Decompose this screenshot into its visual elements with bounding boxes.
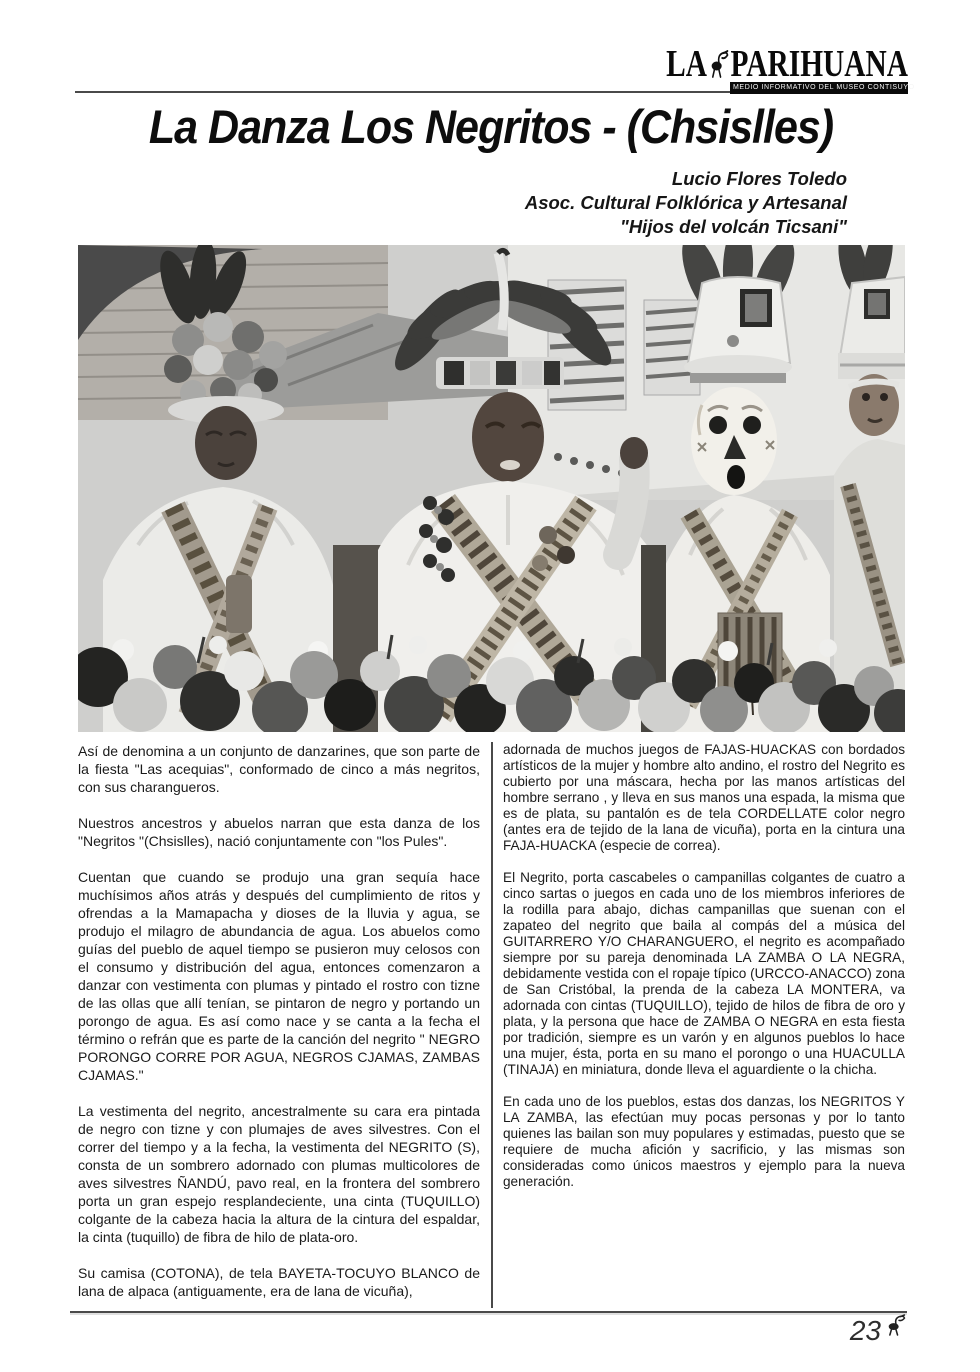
article-title: La Danza Los Negritos - (Chsislles) [148,101,834,154]
paragraph: El Negrito, porta cascabeles o campanillas colgantes de cuatro a cinco sartas o juegos en cada uno de los miembros inferiores de la rodilla para abajo, dichas campanillas que suenan con el zapateo del negrito que baila al compás del a música del GUITARRERO Y/O CHARANGUERO, el negrito es acompañado siempre por su pareja denominada LA ZAMBA O LA NEGRA, debidamente vestida con el ropaje típico (URCCO-ANACCO) zona de San Cristóbal, la prenda de la cabeza LA MONTERA, va adornada con cintas (TUQUILLO), tejido de hilos de fibra de oro y plata, y la persona que hace de ZAMBA O NEGRA en esta fiesta por tradición, siempre es un varón y en algunos pueblos lo hace una mujer, ésta, porta en su mano el porongo o una HUACULLA (TINAJA) en miniatura, donde lleva el aguardiente o la chicha. [503,870,905,1077]
masthead-word-la: LA [666,42,707,85]
footer-rule [70,1311,907,1313]
masthead-tagline: MEDIO INFORMATIVO DEL MUSEO CONTISUYO [730,82,908,94]
byline-group-name: "Hijos del volcán Ticsani" [620,216,847,237]
dancers-photo [78,245,905,732]
byline-association: Asoc. Cultural Folklórica y Artesanal [524,192,847,213]
right-column [503,742,905,1312]
parihuana-bird-icon [886,1313,906,1337]
paragraph: Nuestros ancestros y abuelos narran que esta danza de los "Negritos "(Chsislles), nació conjuntamente con "los Pules". [78,815,480,849]
parihuana-bird-icon [709,49,729,79]
column-divider [491,742,493,1308]
byline [525,167,847,239]
page-footer [850,1315,906,1347]
masthead-title [666,42,908,85]
paragraph: Así de denomina a un conjunto de danzarines, que son parte de la fiesta "Las acequias", conformado de cinco a más negritos, con sus charangueros. [78,743,480,795]
masthead [666,42,915,94]
byline-author: Lucio Flores Toledo [671,168,847,189]
masthead-word-parihuana: PARIHUANA [730,42,908,85]
paragraph: En cada uno de los pueblos, estas dos danzas, los NEGRITOS Y LA ZAMBA, las efectúan muy pocas personas y por lo tanto quienes las bailan son muy populares y estimadas, puesto que se requiere de mucha afición y sacrificio, y las mismas son consideradas como únicos maestros y ejemplo para la nueva generación. [503,1094,905,1189]
page-number: 23 [849,1315,881,1346]
paragraph: adornada de muchos juegos de FAJAS-HUACKAS con bordados artísticos de la mujer y hombre alto andino, el rostro del Negrito es cubierto por una máscara, hecha por las manos artísticas del hombre serrano , y lleva en sus manos una espada, la misma que es de plata, su pantalón es de tela CORDELLATE color negro (antes era de tejido de la lana de vicuña), porta en la cintura una FAJA-HUACKA (especie de correa). [503,742,905,853]
paragraph: La vestimenta del negrito, ancestralmente su cara era pintada de negro con tizne y con plumajes de aves silvestres. Con el correr del tiempo y a la fecha, la vestimenta del NEGRITO (S), consta de un sombrero adornado con plumas multicolores de aves silvestres ÑANDÚ, pavo real, en la frontera del sombrero porta un gran espejo resplandeciente, una cinta (TUQUILLO) colgante de la cabeza hacia la altura de la cintura del espaldar, la cinta (tuquillo) de fibra de hilo de plata-oro. [78,1103,480,1245]
article-body [78,742,905,1312]
paragraph: Su camisa (COTONA), de tela BAYETA-TOCUYO BLANCO de lana de alpaca (antiguamente, era de lana de vicuña), [78,1265,480,1299]
left-column [78,742,480,1312]
paragraph: Cuentan que cuando se produjo una gran sequía hace muchísimos años atrás y después del cumplimiento de ritos y ofrendas a la Mamapacha y dioses de la lluvia y agua, se produjo el milagro de abundancia de agua. Los abuelos como guías del pueblo de aquel tiempo se pusieron muy celosos con el consumo y distribución del agua, entonces comenzaron a danzar con vestimenta con plumas y pintado el rostro con tizne de las ollas que allí tenían, se pintaron de negro y portando un porongo de agua. Es así como nace y se canta a la fecha el término o refrán que es parte de la canción del negrito " NEGRO PORONGO CORRE POR AGUA, NEGROS CJAMAS, ZAMBAS CJAMAS." [78,869,480,1083]
